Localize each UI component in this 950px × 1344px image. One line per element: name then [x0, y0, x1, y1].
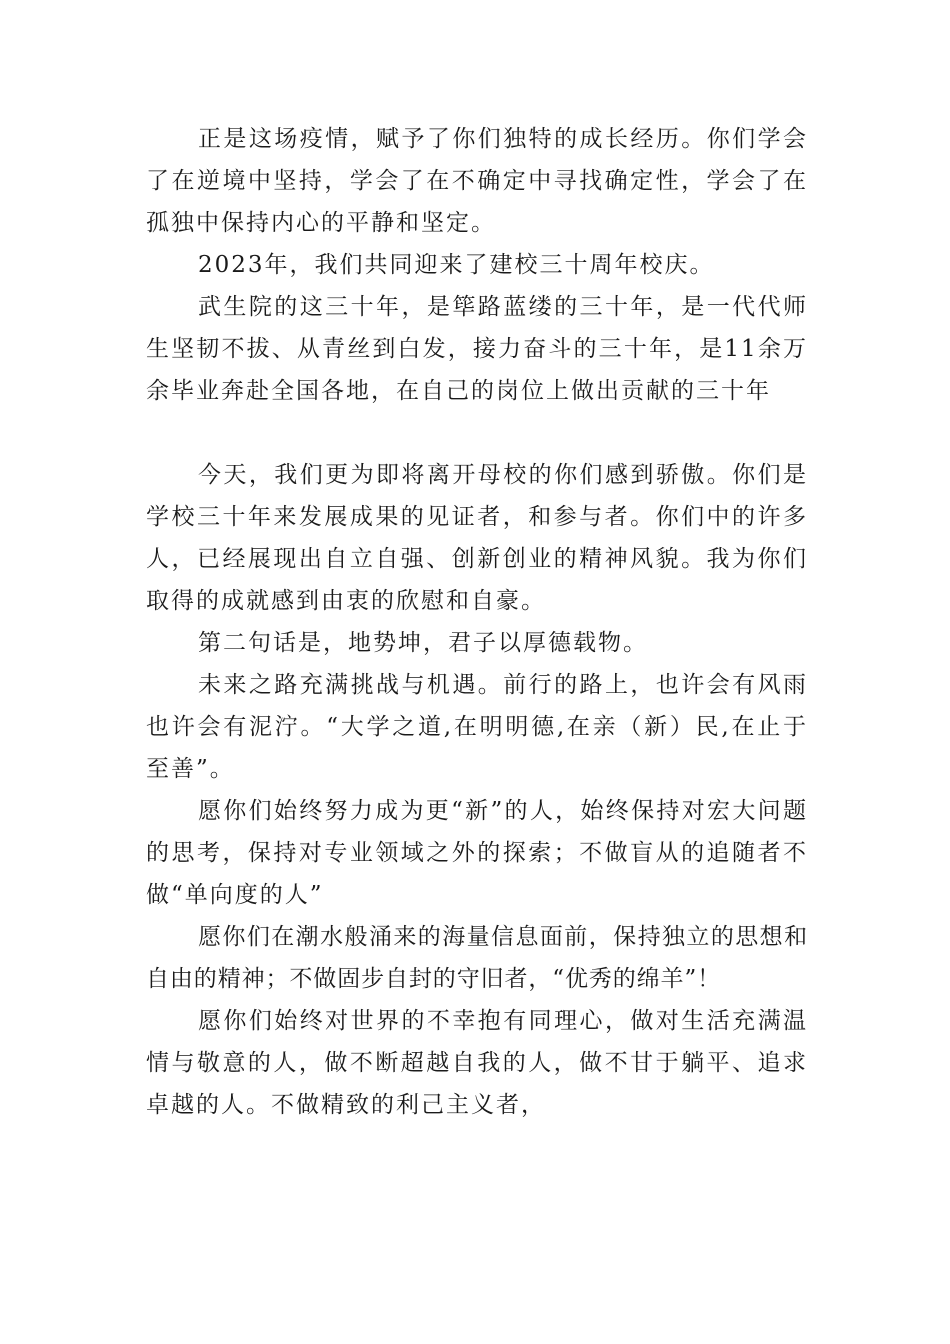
- paragraph-8: 愿你们在潮水般涌来的海量信息面前，保持独立的思想和自由的精神；不做固步自封的守旧者，“优秀的绵羊”！: [146, 924, 808, 992]
- paragraph-3: 武生院的这三十年，是筚路蓝缕的三十年，是一代代师生坚韧不拔、从青丝到白发，接力奋斗的三十年，是11余万余毕业奔赴全国各地，在自己的岗位上做出贡献的三十年: [146, 294, 808, 404]
- paragraph-7: 愿你们始终努力成为更“新”的人，始终保持对宏大问题的思考，保持对专业领域之外的探索；不做盲从的追随者不做“单向度的人”: [146, 798, 808, 908]
- paragraph-4: 今天，我们更为即将离开母校的你们感到骄傲。你们是学校三十年来发展成果的见证者，和参与者。你们中的许多人，已经展现出自立自强、创新创业的精神风貌。我为你们取得的成就感到由衷的欣慰和自豪。: [146, 462, 808, 614]
- paragraph-9: 愿你们始终对世界的不幸抱有同理心，做对生活充满温情与敬意的人，做不断超越自我的人，做不甘于躺平、追求卓越的人。不做精致的利己主义者，: [146, 1008, 808, 1118]
- paragraph-6: 未来之路充满挑战与机遇。前行的路上，也许会有风雨也许会有泥泞。“大学之道,在明明德,在亲（新）民,在止于至善”。: [146, 672, 808, 782]
- document-body: [146, 118, 808, 1126]
- paragraph-5: 第二句话是，地势坤，君子以厚德载物。: [198, 630, 648, 656]
- paragraph-1: 正是这场疫情，赋予了你们独特的成长经历。你们学会了在逆境中坚持，学会了在不确定中寻找确定性，学会了在孤独中保持内心的平静和坚定。: [146, 126, 808, 236]
- paragraph-2: 2023年，我们共同迎来了建校三十周年校庆。: [198, 252, 715, 278]
